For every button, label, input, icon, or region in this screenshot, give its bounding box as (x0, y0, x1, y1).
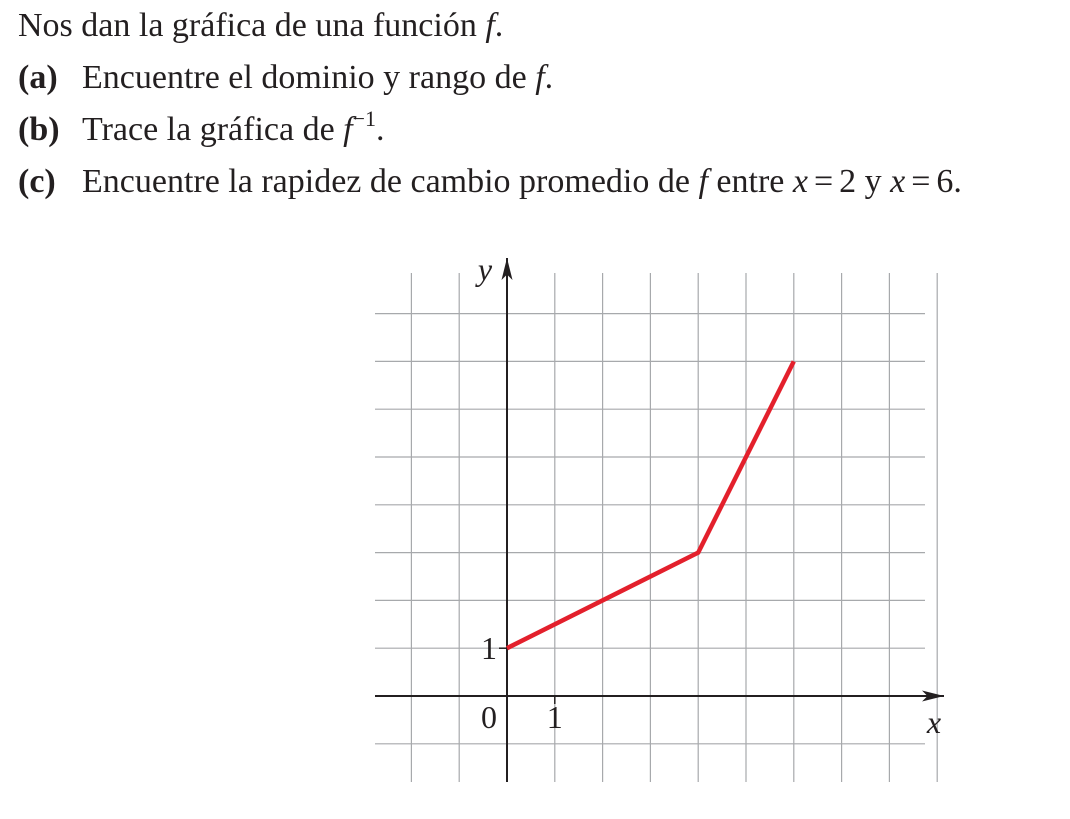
part-b-end: . (376, 111, 385, 148)
origin-tick-label: 0 (481, 699, 497, 735)
part-b-function: f (343, 111, 353, 148)
part-a-text: Encuentre el dominio y rango de (82, 59, 536, 96)
axis-labels (475, 251, 941, 740)
part-b-inverse-exponent: −1 (352, 106, 377, 131)
grid (375, 273, 937, 782)
axes (375, 258, 944, 782)
part-a-end: . (544, 59, 554, 96)
part-c-text2: entre (707, 163, 793, 200)
part-c-var1: x (792, 163, 808, 200)
part-c-end: . (953, 163, 962, 200)
part-c-function: f (698, 163, 708, 200)
part-b-label: (b) (18, 111, 60, 148)
intro-end: . (494, 7, 504, 44)
part-a-label: (a) (18, 59, 58, 96)
part-c-val2: 6 (936, 163, 954, 200)
part-b-text: Trace la gráfica de (82, 111, 344, 148)
part-c-var2: x (890, 163, 906, 200)
x-axis-label: x (926, 704, 942, 740)
part-c-eq2: = (911, 163, 931, 200)
intro-function: f (485, 7, 495, 44)
x-tick-label-1: 1 (546, 699, 563, 735)
part-a-function: f (535, 59, 545, 96)
part-c-text: Encuentre la rapidez de cambio promedio de (82, 163, 699, 200)
y-tick-label-1: 1 (481, 630, 497, 667)
part-c-val1: 2 (839, 163, 857, 200)
part-c-eq1: = (813, 163, 834, 200)
part-c-label: (c) (18, 163, 56, 200)
y-axis-label: y (477, 251, 493, 287)
intro-text: Nos dan la gráfica de una función (18, 7, 486, 44)
part-c-conj: y (856, 163, 891, 200)
